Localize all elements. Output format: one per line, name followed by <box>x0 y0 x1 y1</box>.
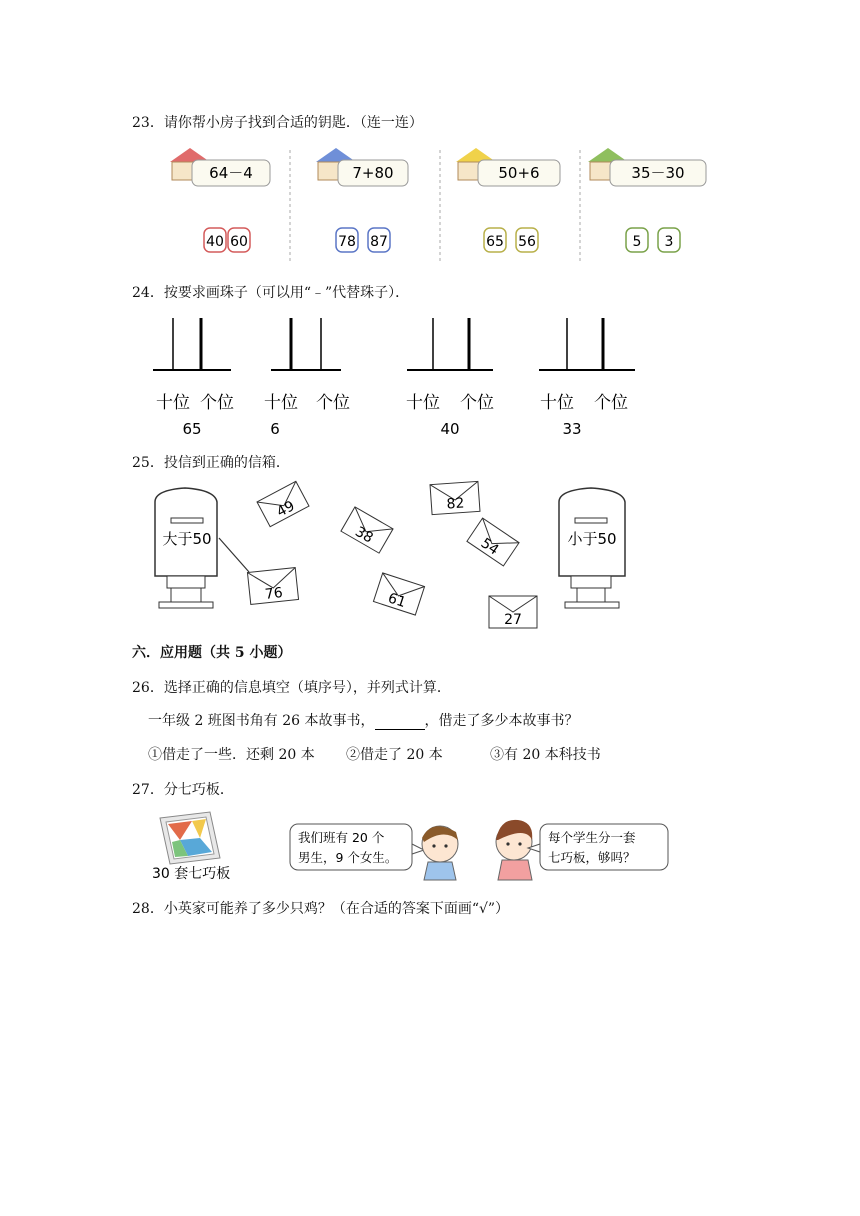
abacus-4 <box>539 318 635 438</box>
tangram-box-icon <box>160 812 220 864</box>
svg-text:78: 78 <box>338 234 356 250</box>
connector-line <box>219 538 249 572</box>
letter-38[interactable] <box>341 507 393 553</box>
q27-title: 27．分七巧板． <box>132 782 234 798</box>
letter-49[interactable] <box>257 481 309 526</box>
ones-label: 个位 <box>316 393 350 413</box>
house-expr: 64－4 <box>209 164 253 182</box>
house-2[interactable] <box>316 148 408 186</box>
key-5[interactable] <box>626 228 648 252</box>
house-1[interactable] <box>170 148 270 186</box>
house-expr: 50+6 <box>498 164 540 182</box>
svg-text:76: 76 <box>264 585 284 603</box>
abacus-number: 6 <box>270 420 280 438</box>
abacus-3 <box>406 318 494 438</box>
mailbox-label: 大于50 <box>162 530 212 548</box>
house-expr: 35－30 <box>631 164 685 182</box>
house-4[interactable] <box>588 148 706 186</box>
q26-problem <box>148 710 579 730</box>
abacus-number: 33 <box>562 420 582 438</box>
q28-title: 28．小英家可能养了多少只鸡？（在合适的答案下面画“√”） <box>132 901 510 917</box>
key-87[interactable] <box>368 228 390 252</box>
boy-icon <box>422 826 458 880</box>
q26-option-1[interactable]: ①借走了一些．还剩 20 本 <box>148 747 315 763</box>
svg-text:49: 49 <box>274 498 298 521</box>
q26-text-before: 一年级 2 班图书角有 26 本故事书， <box>148 713 375 729</box>
key-60[interactable] <box>228 228 250 252</box>
q26-option-2[interactable]: ②借走了 20 本 <box>346 747 443 763</box>
key-78[interactable] <box>336 228 358 252</box>
q25-mailbox-figure <box>145 472 640 634</box>
svg-text:87: 87 <box>370 234 388 250</box>
ones-label: 个位 <box>594 393 628 413</box>
q26-option-3[interactable]: ③有 20 本科技书 <box>490 747 601 763</box>
q23-houses-figure <box>148 140 713 268</box>
svg-text:27: 27 <box>504 612 522 628</box>
svg-text:56: 56 <box>518 234 536 250</box>
svg-text:3: 3 <box>664 234 674 250</box>
house-3[interactable] <box>456 148 560 186</box>
abacus-1 <box>153 318 234 438</box>
svg-text:男生，9 个女生。: 男生，9 个女生。 <box>298 850 398 865</box>
abacus-number: 40 <box>440 420 460 438</box>
mailbox-right[interactable] <box>559 488 625 608</box>
tangram-box-label: 30 套七巧板 <box>152 866 231 882</box>
q26-text-after: ，借走了多少本故事书？ <box>424 713 579 729</box>
letter-76[interactable] <box>247 568 298 605</box>
svg-text:5: 5 <box>632 234 642 250</box>
abacus-number: 65 <box>182 420 202 438</box>
key-56[interactable] <box>516 228 538 252</box>
letter-61[interactable] <box>373 573 424 615</box>
svg-text:61: 61 <box>385 590 408 612</box>
q27-figure <box>148 808 678 886</box>
q24-title: 24．按要求画珠子（可以用“﹣”代替珠子）． <box>132 285 410 301</box>
tens-label: 十位 <box>540 393 574 413</box>
svg-text:65: 65 <box>486 234 504 250</box>
svg-text:54: 54 <box>477 535 502 559</box>
key-3[interactable] <box>658 228 680 252</box>
q26-title: 26．选择正确的信息填空（填序号），并列式计算． <box>132 680 451 696</box>
ones-label: 个位 <box>460 393 494 413</box>
key-65[interactable] <box>484 228 506 252</box>
tens-label: 十位 <box>156 393 190 413</box>
letter-82[interactable] <box>430 481 480 514</box>
svg-text:40: 40 <box>206 234 224 250</box>
mailbox-left[interactable] <box>155 488 217 608</box>
abacus-2 <box>264 318 350 438</box>
svg-text:38: 38 <box>352 523 376 547</box>
q25-title: 25．投信到正确的信箱． <box>132 455 290 471</box>
q23-title: 23．请你帮小房子找到合适的钥匙．（连一连） <box>132 115 423 131</box>
girl-icon <box>496 820 532 880</box>
svg-text:60: 60 <box>230 234 248 250</box>
svg-text:我们班有 20 个: 我们班有 20 个 <box>298 830 385 845</box>
q26-answer-blank[interactable] <box>375 715 425 730</box>
tens-label: 十位 <box>406 393 440 413</box>
svg-text:每个学生分一套: 每个学生分一套 <box>548 830 636 845</box>
mailbox-label: 小于50 <box>567 530 617 548</box>
boy-speech-bubble <box>290 824 424 870</box>
ones-label: 个位 <box>200 393 234 413</box>
q24-abacus-figure <box>145 310 645 440</box>
house-expr: 7+80 <box>352 164 394 182</box>
svg-text:82: 82 <box>445 495 465 513</box>
tens-label: 十位 <box>264 393 298 413</box>
section-6-title: 六．应用题（共 5 小题） <box>132 645 292 661</box>
key-40[interactable] <box>204 228 226 252</box>
letter-27[interactable] <box>489 596 537 628</box>
letter-54[interactable] <box>467 518 519 566</box>
girl-speech-bubble <box>528 824 668 870</box>
svg-text:七巧板，够吗？: 七巧板，够吗？ <box>548 850 636 865</box>
